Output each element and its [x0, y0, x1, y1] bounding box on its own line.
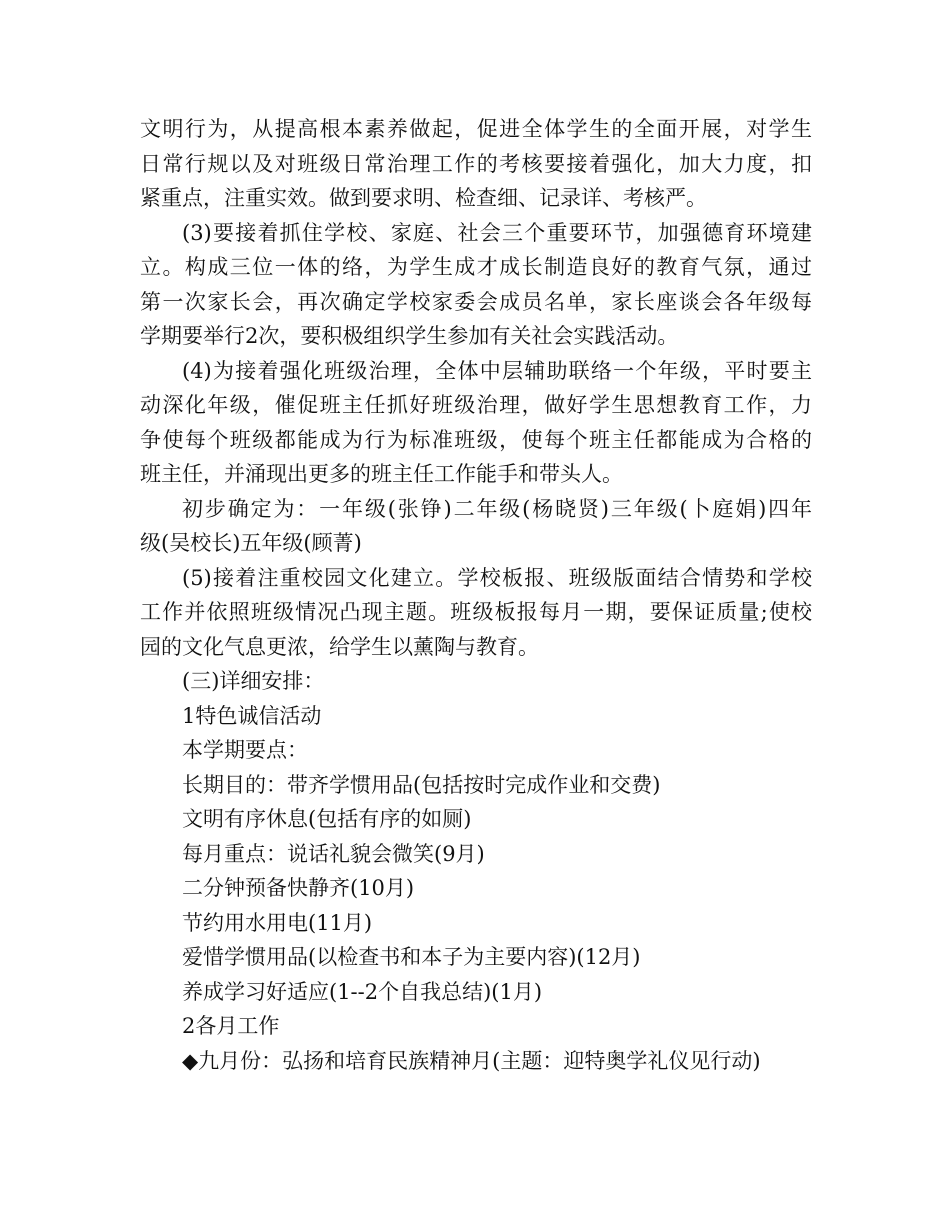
- text-line: 每月重点：说话礼貌会微笑(9月): [182, 841, 485, 866]
- paragraph-start-line: 初步确定为：一年级(张铮)二年级(杨晓贤)三年级(卜庭娟)四年: [182, 496, 812, 521]
- text-line: 立。构成三位一体的络，为学生成才成长制造良好的教育气氛，通过: [140, 255, 812, 279]
- text-line: 日常行规以及对班级日常治理工作的考核要接着强化，加大力度，扣: [140, 151, 812, 176]
- paragraph-start-line: (5)接着注重校园文化建立。学校板报、班级版面结合情势和学校: [182, 565, 812, 590]
- text-line: 动深化年级，催促班主任抓好班级治理，做好学生思想教育工作，力: [140, 393, 812, 417]
- text-line: 长期目的：带齐学惯用品(包括按时完成作业和交费): [182, 772, 661, 797]
- text-line: 争使每个班级都能成为行为标准班级，使每个班主任都能成为合格的: [140, 427, 812, 452]
- paragraph-start-line: (4)为接着强化班级治理，全体中层辅助联络一个年级，平时要主: [182, 358, 812, 383]
- text-line: 紧重点，注重实效。做到要求明、检查细、记录详、考核严。: [140, 186, 707, 210]
- text-line: 节约用水用电(11月): [182, 910, 373, 935]
- text-line: 本学期要点：: [182, 738, 308, 762]
- text-line: 文明行为，从提高根本素养做起，促进全体学生的全面开展，对学生: [140, 117, 812, 141]
- text-line: 工作并依照班级情况凸现主题。班级板报每月一期，要保证质量;使校: [140, 600, 812, 624]
- text-line: 学期要举行2次，要积极组织学生参加有关社会实践活动。: [140, 324, 679, 348]
- text-line: 园的文化气息更浓，给学生以薰陶与教育。: [140, 634, 539, 659]
- text-line: 文明有序休息(包括有序的如厕): [182, 807, 472, 831]
- text-line: 爱惜学惯用品(以检查书和本子为主要内容)(12月): [182, 945, 641, 969]
- document-body: [140, 112, 812, 1078]
- text-line: ◆九月份：弘扬和培育民族精神月(主题：迎特奥学礼仪见行动): [182, 1048, 761, 1073]
- text-line: 二分钟预备快静齐(10月): [182, 876, 415, 900]
- text-line: 养成学习好适应(1--2个自我总结)(1月): [182, 979, 543, 1004]
- text-line: 第一次家长会，再次确定学校家委会成员名单，家长座谈会各年级每: [140, 289, 812, 314]
- text-line: 级(吴校长)五年级(顾菁): [140, 531, 362, 555]
- subsection-heading: 2各月工作: [182, 1014, 280, 1038]
- text-line: 班主任，并涌现出更多的班主任工作能手和带头人。: [140, 462, 623, 486]
- section-heading: (三)详细安排：: [182, 669, 325, 693]
- paragraph-start-line: (3)要接着抓住学校、家庭、社会三个重要环节，加强德育环境建: [182, 220, 812, 245]
- subsection-heading: 1特色诚信活动: [182, 703, 322, 728]
